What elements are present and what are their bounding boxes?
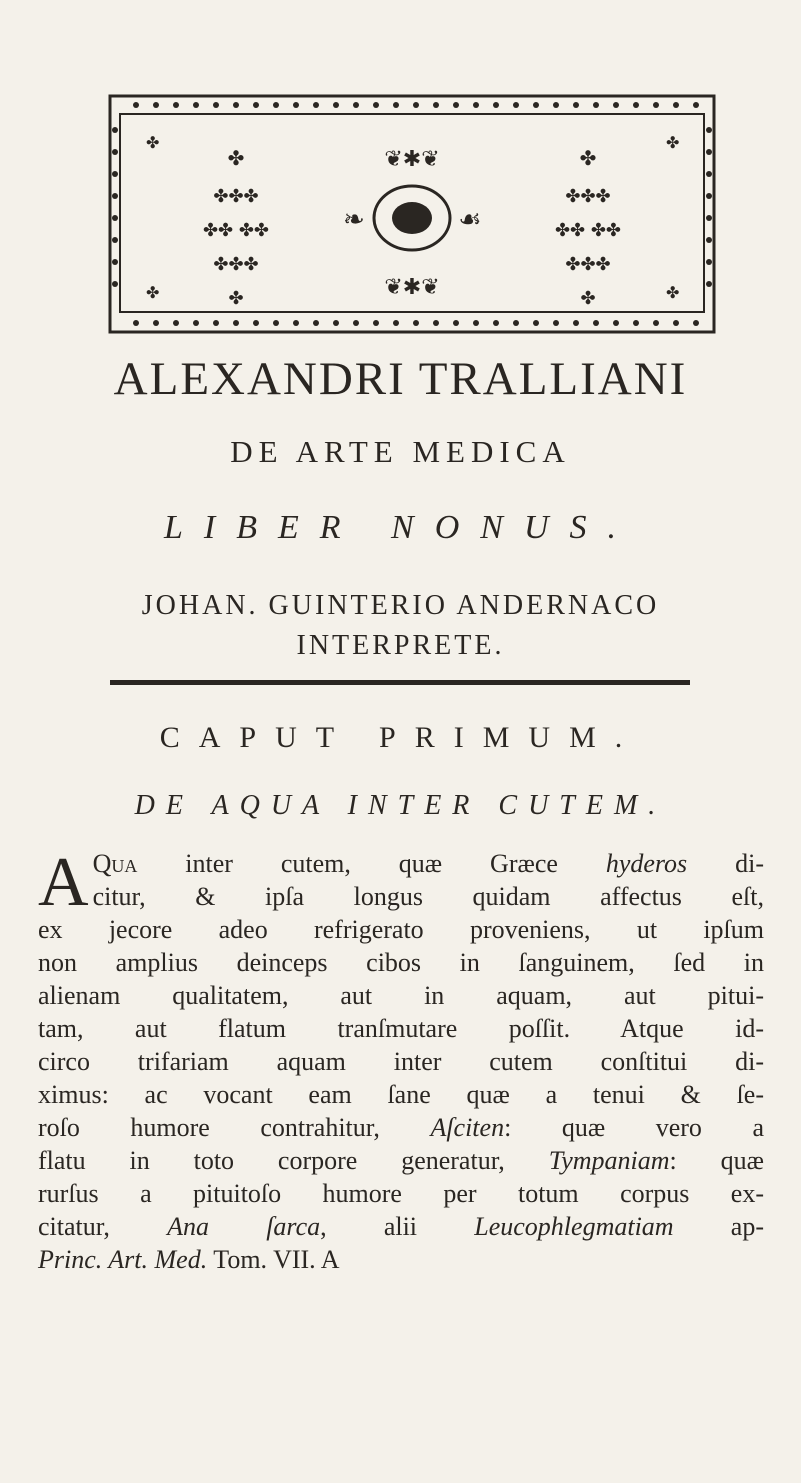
text-line: roſo humore contrahitur, Aſciten: quæ vero a — [38, 1113, 764, 1142]
svg-text:✤✤✤: ✤✤✤ — [213, 186, 259, 207]
chapter-subtitle: DE AQUA INTER CUTEM. — [134, 790, 667, 821]
author-name: ALEXANDRI TRALLIANI — [113, 353, 688, 405]
translator-line: INTERPRETE. — [296, 630, 505, 661]
svg-text:✤✤✤: ✤✤✤ — [213, 254, 259, 275]
svg-text:✤: ✤ — [666, 283, 680, 302]
svg-text:✤✤ ✤✤: ✤✤ ✤✤ — [554, 220, 622, 241]
text-line: citur, & ipſa longus quidam affectus eſt, — [92, 882, 764, 911]
svg-text:✤: ✤ — [580, 288, 596, 309]
text-line: citatur, Ana ſarca, alii Leucophlegmatiam ap- — [38, 1212, 764, 1241]
svg-text:✤✤✤: ✤✤✤ — [565, 186, 611, 207]
text-line: non amplius deinceps cibos in ſanguinem, ſed in — [38, 948, 764, 977]
svg-text:❦✱❦: ❦✱❦ — [384, 147, 440, 172]
svg-text:✤: ✤ — [146, 283, 160, 302]
page-footer — [38, 1243, 764, 1276]
ornamental-headpiece — [106, 90, 718, 338]
svg-text:✤✤ ✤✤: ✤✤ ✤✤ — [202, 220, 270, 241]
text-line: alienam qualitatem, aut in aquam, aut pitui- — [38, 981, 764, 1010]
text-line: circo trifariam aquam inter cutem conſtitui di- — [38, 1047, 764, 1076]
text-line: tam, aut flatum tranſmutare poſſit. Atque id- — [38, 1014, 764, 1043]
svg-text:✤: ✤ — [666, 133, 680, 152]
text-line: ex jecore adeo refrigerato proveniens, ut ipſum — [38, 915, 764, 944]
text-line: flatu in toto corpore generatur, Tympaniam: quæ — [38, 1146, 764, 1175]
footer-signature: A — [320, 1245, 340, 1274]
translator — [0, 586, 801, 666]
svg-text:❧: ❧ — [343, 205, 365, 235]
horizontal-rule — [110, 680, 690, 685]
book-title: LIBER NONUS. — [164, 509, 637, 546]
svg-text:✤: ✤ — [227, 146, 245, 170]
svg-text:☙: ☙ — [458, 205, 482, 235]
svg-text:✤: ✤ — [146, 133, 160, 152]
drop-cap: A — [38, 844, 89, 921]
work-title: DE ARTE MEDICA — [230, 434, 571, 469]
translator-line: JOHAN. GUINTERIO ANDERNACO — [141, 590, 660, 621]
svg-text:✤: ✤ — [579, 146, 597, 170]
chapter-heading: CAPUT PRIMUM. — [159, 721, 642, 754]
svg-text:✤✤✤: ✤✤✤ — [565, 254, 611, 275]
body-text — [38, 844, 764, 1276]
text-line: ximus: ac vocant eam ſane quæ a tenui & ſe- — [38, 1080, 764, 1109]
footer-reference: Princ. Art. Med. — [38, 1245, 208, 1274]
text-line: rurſus a pituitoſo humore per totum corpus ex- — [38, 1179, 764, 1208]
text-line: Qua inter cutem, quæ Græce hyderos di- — [92, 849, 764, 878]
svg-text:✤: ✤ — [228, 288, 244, 309]
svg-text:❦✱❦: ❦✱❦ — [384, 275, 440, 300]
footer-tome: Tom. VII. — [213, 1245, 316, 1274]
